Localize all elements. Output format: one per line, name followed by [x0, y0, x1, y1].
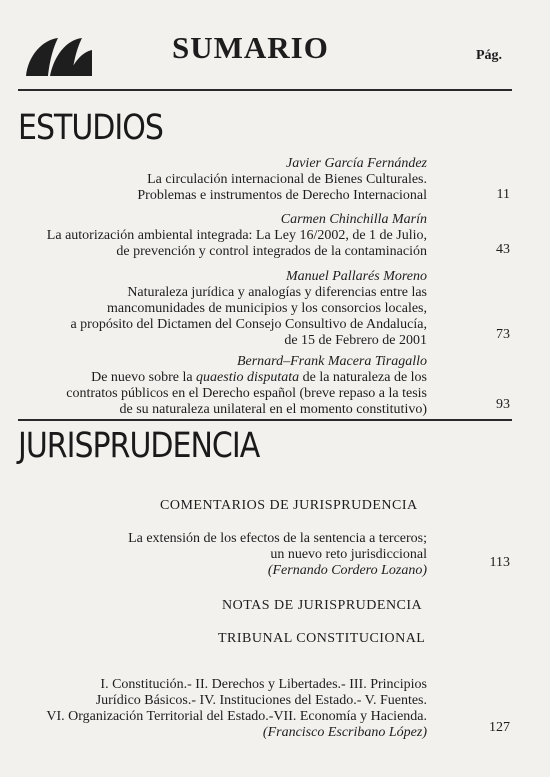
entry-title-line: a propósito del Dictamen del Consejo Consultivo de Andalucía,	[70, 317, 427, 332]
entry-title-line: I. Constitución.- II. Derechos y Libertades.- III. Principios	[100, 677, 427, 692]
subsection-heading-comentarios: COMENTARIOS DE JURISPRUDENCIA	[160, 498, 418, 513]
toc-entry[interactable]	[128, 531, 427, 579]
section-heading-jurisprudencia: JURISPRUDENCIA	[18, 426, 260, 467]
entry-page-number: 11	[496, 187, 510, 202]
page-column-label: Pág.	[476, 48, 503, 63]
entry-title-line: Problemas e instrumentos de Derecho Internacional	[137, 188, 427, 203]
entry-page-number: 43	[496, 242, 510, 257]
entry-title-line: Jurídico Básicos.- IV. Instituciones del Estado.- V. Fuentes.	[95, 693, 427, 708]
entry-title-line: Naturaleza jurídica y analogías y diferencias entre las	[127, 285, 427, 300]
entry-title-line: un nuevo reto jurisdiccional	[270, 547, 427, 562]
entry-page-number: 93	[496, 397, 510, 412]
entry-title-line: De nuevo sobre la quaestio disputata de la naturaleza de los	[91, 370, 427, 385]
toc-entry[interactable]	[137, 156, 427, 204]
entry-title-line: La circulación internacional de Bienes Culturales.	[147, 172, 427, 187]
entry-author: Manuel Pallarés Moreno	[285, 269, 427, 284]
section-heading-estudios: ESTUDIOS	[18, 108, 163, 149]
entry-author: Javier García Fernández	[286, 156, 427, 171]
entry-author: Bernard–Frank Macera Tiragallo	[236, 354, 427, 369]
toc-entry[interactable]	[47, 212, 427, 260]
subsection-heading-tribunal: TRIBUNAL CONSTITUCIONAL	[218, 631, 426, 646]
entry-title-line: contratos públicos en el Derecho español (breve repaso a la tesis	[66, 386, 427, 401]
entry-title-line: de 15 de Febrero de 2001	[284, 333, 427, 348]
entry-page-number: 73	[496, 327, 510, 342]
entry-title-line: VI. Organización Territorial del Estado.-VII. Economía y Hacienda.	[46, 709, 427, 724]
entry-title-line: mancomunidades de municipios y los consorcios locales,	[107, 301, 427, 316]
entry-author: (Fernando Cordero Lozano)	[267, 563, 427, 578]
entry-title-line: de su naturaleza unilateral en el momento constitutivo)	[119, 402, 427, 417]
entry-title-line: La extensión de los efectos de la sentencia a terceros;	[128, 531, 427, 546]
toc-entry[interactable]	[46, 677, 427, 741]
entry-page-number: 113	[489, 555, 510, 570]
entry-title-line: La autorización ambiental integrada: La Ley 16/2002, de 1 de Julio,	[46, 228, 427, 243]
journal-logo-icon	[24, 32, 94, 78]
header-rule	[18, 89, 512, 91]
entry-author: Carmen Chinchilla Marín	[280, 212, 427, 227]
toc-entry[interactable]	[66, 354, 427, 418]
entry-page-number: 127	[489, 720, 510, 735]
entry-author: (Francisco Escribano López)	[262, 725, 427, 740]
page-title: SUMARIO	[172, 30, 329, 65]
section-rule	[18, 419, 512, 421]
toc-entry[interactable]	[70, 269, 427, 349]
subsection-heading-notas: NOTAS DE JURISPRUDENCIA	[222, 598, 423, 613]
entry-title-line: de prevención y control integrados de la contaminación	[116, 244, 427, 259]
